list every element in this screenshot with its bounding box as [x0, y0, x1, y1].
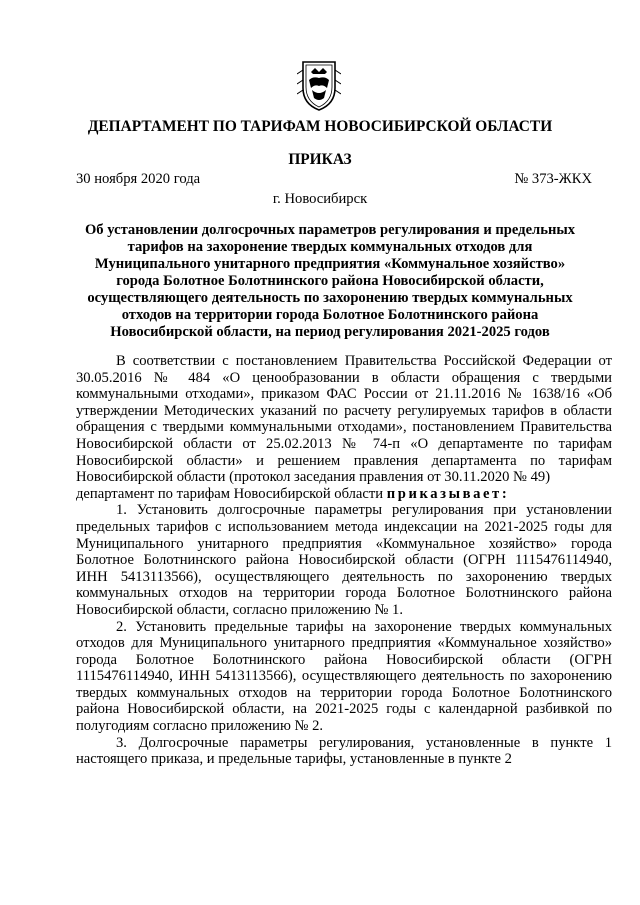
heading-line: осуществляющего деятельность по захоронению твердых коммунальных — [87, 290, 573, 306]
heading-line: Муниципального унитарного предприятия «Коммунальное хозяйство» — [94, 256, 566, 272]
order-heading — [60, 222, 600, 341]
order-number: № 373-ЖКХ — [514, 171, 592, 187]
item-1-paragraph: 1. Установить долгосрочные параметры регулирования при установлении предельных тарифов с использованием метода индексации на 2021-2025 годы для Муниципального унитарного предприятия «Коммунальное хозяйство» города Болотное Болотнинского района Новосибирской области (ОГРН 1115476114940, ИНН 5413113566), осуществляющего деятельность по захоронению твердых коммунальных отходов на территории города Болотное Болотнинского района Новосибирской области, согласно приложению № 1. — [76, 502, 612, 618]
order-date: 30 ноября 2020 года — [76, 171, 201, 187]
item-3-paragraph: 3. Долгосрочные параметры регулирования, установленные в пункте 1 настоящего приказа, и предельные тарифы, установленные в пункте 2 — [76, 734, 612, 768]
order-intro-paragraph — [76, 486, 612, 503]
doc-type-title: ПРИКАЗ — [288, 151, 352, 168]
heading-line: Об установлении долгосрочных параметров регулирования и предельных — [84, 222, 576, 238]
order-body — [76, 353, 612, 768]
heading-line: тарифов на захоронение твердых коммунальных отходов для — [127, 239, 533, 255]
heading-line: отходов на территории города Болотное Болотнинского района — [121, 307, 539, 323]
item-2-paragraph: 2. Установить предельные тарифы на захоронение твердых коммунальных отходов для Муниципального унитарного предприятия «Коммунальное хозяйство» города Болотное Болотнинского района Новосибирской области (ОГРН 1115476114940, ИНН 5413113566), осуществляющего деятельность по захоронению твердых коммунальных отходов на территории города Болотное Болотнинского района Новосибирской области, на 2021-2025 годы с календарной разбивкой по полугодиям согласно приложению № 2. — [76, 618, 612, 735]
coat-of-arms-emblem — [297, 58, 341, 112]
preamble-paragraph: В соответствии с постановлением Правительства Российской Федерации от 30.05.2016 № 484 «О ценообразовании в области обращения с твердыми коммунальными отходами», приказом ФАС России от 21.11.2016 № 1638/16 «Об утверждении Методических указаний по расчету регулируемых тарифов в области обращения с твердыми коммунальными отходами», постановлением Правительства Новосибирской области от 25.02.2013 № 74-п «О департаменте по тарифам Новосибирской области» и решением правления департамента по тарифам Новосибирской области (протокол заседания правления от 30.11.2020 № 49) — [76, 353, 612, 486]
heading-line: Новосибирской области, на период регулирования 2021-2025 годов — [110, 324, 550, 340]
order-word: приказывает: — [386, 485, 510, 502]
order-city: г. Новосибирск — [272, 191, 368, 207]
department-title: ДЕПАРТАМЕНТ ПО ТАРИФАМ НОВОСИБИРСКОЙ ОБЛАСТИ — [87, 118, 553, 135]
order-intro-text: департамент по тарифам Новосибирской области — [76, 485, 384, 502]
heading-line: города Болотное Болотнинского района Новосибирской области, — [116, 273, 544, 289]
